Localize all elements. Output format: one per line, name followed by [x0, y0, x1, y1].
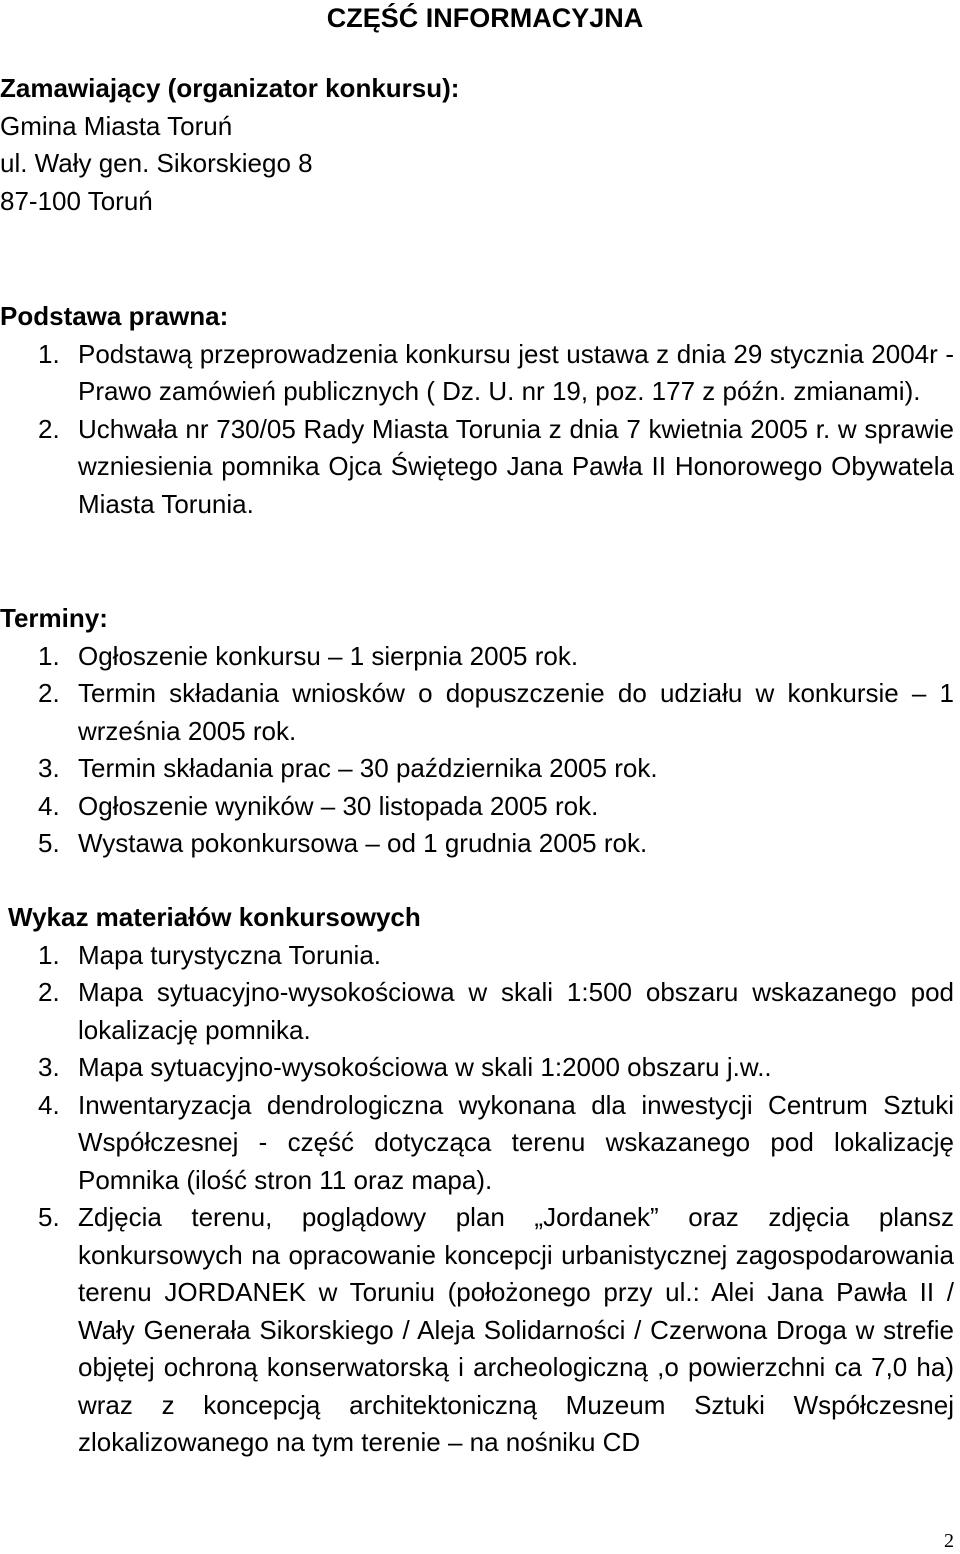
- list-item: [0, 336, 954, 411]
- materials-heading: Wykaz materiałów konkursowych: [8, 902, 421, 932]
- item-number: 1.: [38, 939, 60, 970]
- list-item: [0, 1199, 954, 1462]
- item-text: Termin składania wniosków o dopuszczenie do udziału w konkursie – 1 września 2005 rok.: [78, 678, 954, 746]
- item-number: 1.: [38, 338, 60, 369]
- item-number: 5.: [38, 828, 60, 858]
- item-text: Mapa sytuacyjno-wysokościowa w skali 1:500 obszaru wskazanego pod lokalizację pomnika.: [78, 977, 954, 1045]
- item-text: Ogłoszenie konkursu – 1 sierpnia 2005 rok.: [78, 640, 579, 671]
- item-number: 2.: [38, 977, 60, 1007]
- legal-basis-section: [0, 298, 954, 523]
- item-text: Ogłoszenie wyników – 30 listopada 2005 rok.: [78, 790, 599, 821]
- item-number: 1.: [38, 640, 60, 671]
- deadlines-list: [0, 638, 954, 863]
- list-item: [0, 1087, 954, 1200]
- materials-list: [0, 937, 954, 1462]
- legal-basis-list: [0, 336, 954, 524]
- organizer-city: 87-100 Toruń: [0, 185, 153, 216]
- item-number: 3.: [38, 1052, 60, 1082]
- deadlines-section: [0, 600, 954, 863]
- list-item: [0, 638, 954, 676]
- list-item: [0, 675, 954, 750]
- item-text: Mapa sytuacyjno-wysokościowa w skali 1:2000 obszaru j.w..: [78, 1052, 772, 1082]
- item-text: Inwentaryzacja dendrologiczna wykonana dla inwestycji Centrum Sztuki Współczesnej - część dotycząca terenu wskazanego pod lokalizację Pomnika (ilość stron 11 oraz mapa).: [78, 1089, 954, 1195]
- list-item: [0, 825, 954, 863]
- page-title: CZĘŚĆ INFORMACYJNA: [326, 3, 644, 33]
- item-number: 4.: [38, 790, 60, 821]
- item-text: Uchwała nr 730/05 Rady Miasta Torunia z dnia 7 kwietnia 2005 r. w sprawie wzniesienia pomnika Ojca Świętego Jana Pawła II Honorowego Obywatela Miasta Torunia.: [78, 413, 954, 519]
- item-text: Podstawą przeprowadzenia konkursu jest ustawa z dnia 29 stycznia 2004r -Prawo zamówień publicznych ( Dz. U. nr 19, poz. 177 z późn. zmianami).: [78, 338, 954, 406]
- legal-basis-heading: Podstawa prawna:: [0, 301, 229, 331]
- list-item: [0, 937, 954, 975]
- item-text: Wystawa pokonkursowa – od 1 grudnia 2005 rok.: [78, 828, 648, 858]
- deadlines-heading: Terminy:: [0, 603, 108, 633]
- list-item: [0, 750, 954, 788]
- list-item: [0, 788, 954, 826]
- organizer-section: [0, 70, 954, 220]
- item-number: 5.: [38, 1202, 60, 1232]
- item-number: 3.: [38, 753, 60, 783]
- item-text: Zdjęcia terenu, poglądowy plan „Jordanek” oraz zdjęcia plansz konkursowych na opracowanie koncepcji urbanistycznej zagospodarowania terenu JORDANEK w Toruniu (położonego przy ul.: Alei Jana Pawła II / Wały Generała Sikorskiego / Aleja Solidarności / Czerwona Droga w strefie objętej ochroną konserwatorską i archeologiczną ,o powierzchni ca 7,0 ha) wraz z koncepcją architektoniczną Muzeum Sztuki Współczesnej zlokalizowanego na tym terenie – na nośniku CD: [78, 1202, 954, 1457]
- item-number: 4.: [38, 1089, 60, 1120]
- item-number: 2.: [38, 678, 60, 708]
- page-number: 2: [944, 1530, 954, 1552]
- list-item: [0, 974, 954, 1049]
- list-item: [0, 1049, 954, 1087]
- organizer-name: Gmina Miasta Toruń: [0, 110, 233, 141]
- item-number: 2.: [38, 413, 60, 444]
- organizer-street: ul. Wały gen. Sikorskiego 8: [0, 148, 313, 178]
- organizer-heading: Zamawiający (organizator konkursu):: [0, 73, 460, 103]
- materials-section: [0, 899, 954, 1462]
- item-text: Mapa turystyczna Torunia.: [78, 939, 381, 970]
- item-text: Termin składania prac – 30 października 2005 rok.: [78, 753, 658, 783]
- list-item: [0, 411, 954, 524]
